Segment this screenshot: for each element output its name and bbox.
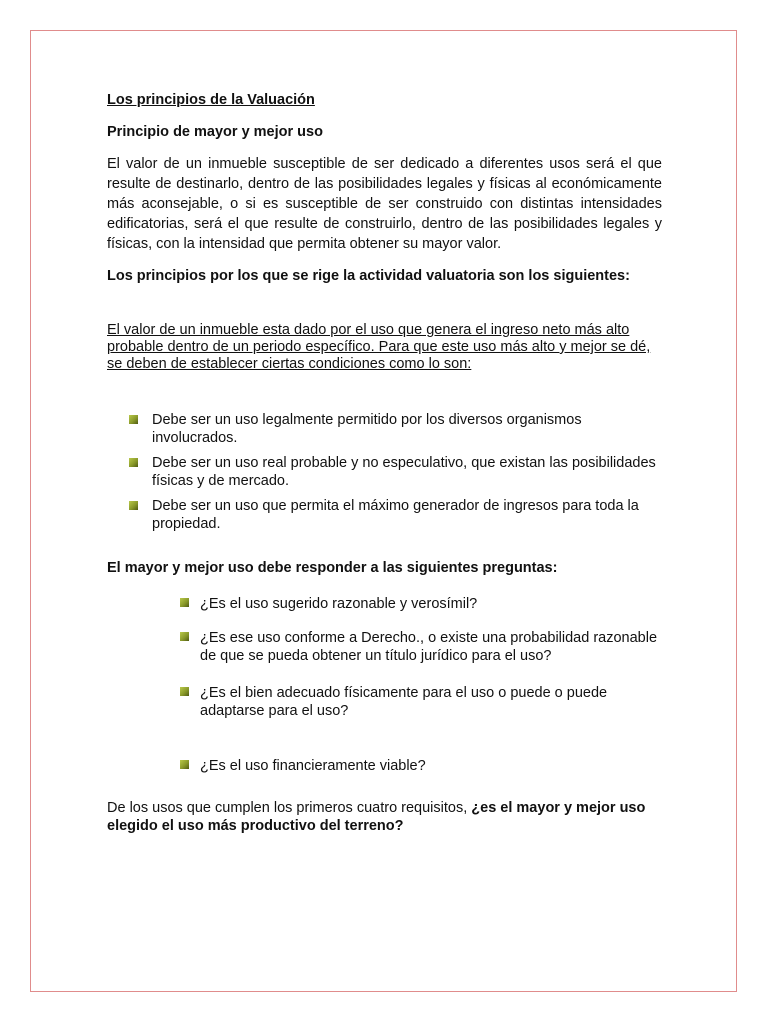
document-title: Los principios de la Valuación (107, 92, 315, 108)
questions-heading: El mayor y mejor uso debe responder a las siguientes preguntas: (107, 560, 558, 576)
question-text: ¿Es el bien adecuado físicamente para el uso o puede o puede adaptarse para el uso? (200, 685, 608, 719)
conditions-intro-paragraph: El valor de un inmueble esta dado por el uso que genera el ingreso neto más alto probable dentro de un periodo específico. Para que este uso más alto y mejor se dé, se deben de establecer ciertas condiciones como lo son: (107, 322, 651, 372)
list-item (180, 629, 662, 665)
list-item (129, 454, 662, 490)
question-text: ¿Es el uso sugerido razonable y verosímil? (200, 596, 478, 612)
intro-paragraph: El valor de un inmueble susceptible de ser dedicado a diferentes usos será el que resulte de destinarlo, dentro de las posibilidades legales y físicas al económicamente más aconsejable, o si es susceptible de ser construido con distintas intensidades edificatorias, será el que resulte de construirlo, dentro de las posibilidades legales y físicas, con la intensidad que permita obtener su mayor valor. (107, 156, 662, 252)
section-heading: Principio de mayor y mejor uso (107, 124, 323, 140)
square-bullet-icon (129, 501, 138, 510)
square-bullet-icon (180, 632, 189, 641)
square-bullet-icon (129, 415, 138, 424)
square-bullet-icon (129, 458, 138, 467)
questions-list (180, 595, 662, 775)
closing-text: De los usos que cumplen los primeros cuatro requisitos, (107, 800, 472, 816)
closing-paragraph (107, 799, 662, 835)
square-bullet-icon (180, 760, 189, 769)
square-bullet-icon (180, 598, 189, 607)
question-text: ¿Es el uso financieramente viable? (200, 758, 426, 774)
closing-question: ¿es el mayor y mejor uso elegido el uso más productivo del terreno? (107, 800, 646, 834)
conditions-list (129, 411, 662, 533)
document-body (107, 90, 662, 835)
question-text: ¿Es ese uso conforme a Derecho., o existe una probabilidad razonable de que se pueda obtener un título jurídico para el uso? (200, 630, 658, 664)
principles-heading: Los principios por los que se rige la actividad valuatoria son los siguientes: (107, 268, 630, 284)
list-item (129, 411, 662, 447)
square-bullet-icon (180, 687, 189, 696)
list-item-text: Debe ser un uso real probable y no especulativo, que existan las posibilidades físicas y de mercado. (152, 455, 656, 489)
list-item (129, 497, 662, 533)
list-item (180, 684, 662, 720)
list-item (180, 595, 662, 613)
list-item (180, 757, 662, 775)
list-item-text: Debe ser un uso legalmente permitido por los diversos organismos involucrados. (152, 412, 582, 446)
list-item-text: Debe ser un uso que permita el máximo generador de ingresos para toda la propiedad. (152, 498, 639, 532)
